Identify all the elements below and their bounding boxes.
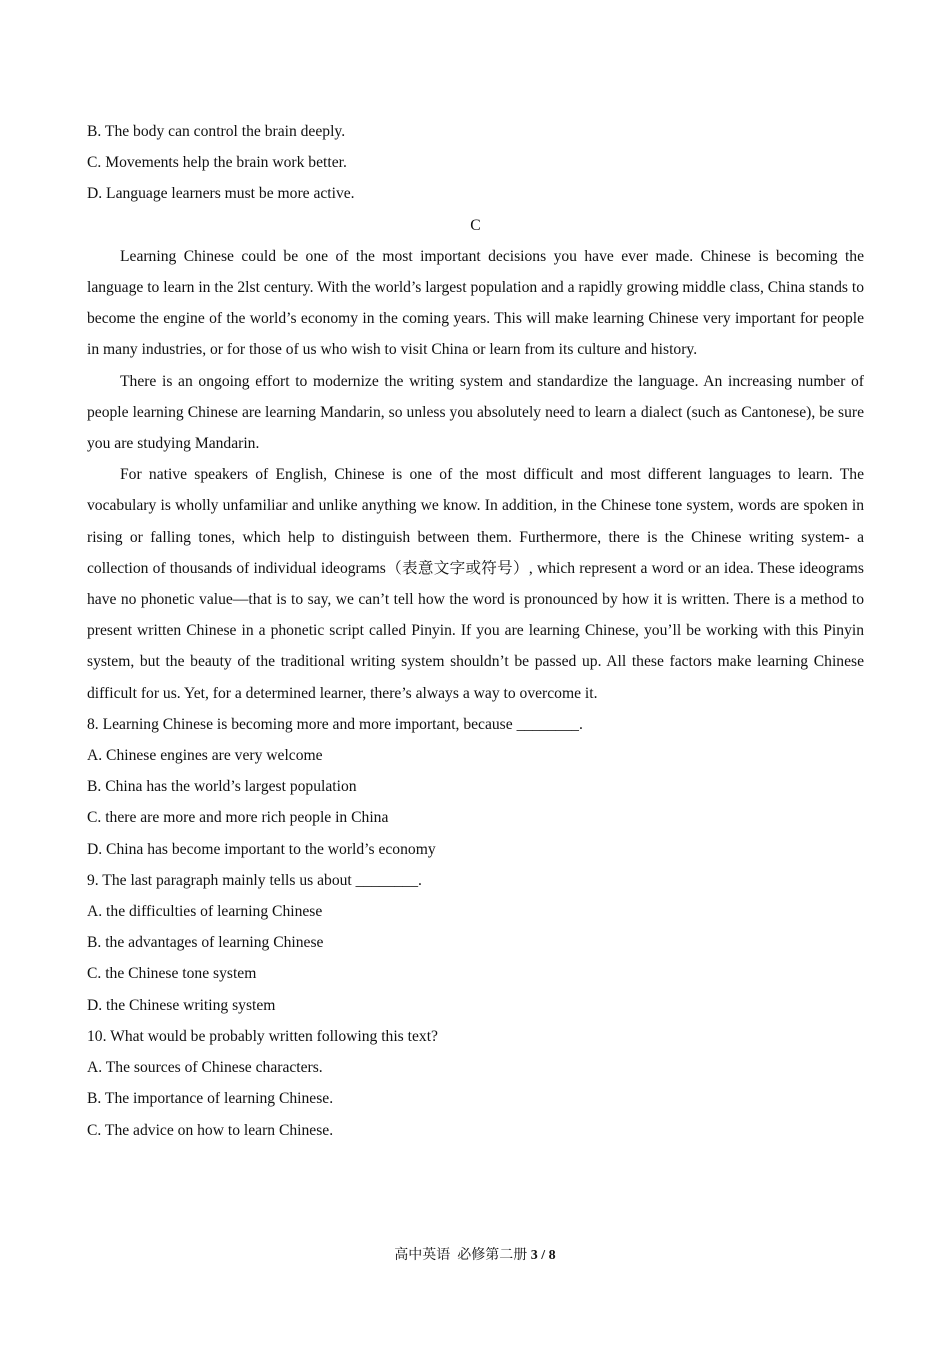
passage-paragraph-2: There is an ongoing effort to modernize the writing system and standardize the language. An increasing number of people learning Chinese are learning Mandarin, so unless you absolutely need to learn a dialect (such as Cantonese), be sure you are studying Mandarin. — [87, 372, 864, 453]
option-d-prev: D. Language learners must be more active. — [87, 185, 355, 203]
option-c-prev: C. Movements help the brain work better. — [87, 154, 347, 172]
document-body — [87, 116, 864, 1146]
question-10-option-c: C. The advice on how to learn Chinese. — [87, 1121, 334, 1139]
question-9-option-a: A. the difficulties of learning Chinese — [87, 903, 323, 921]
page-footer — [0, 1245, 950, 1267]
footer-title: 高中英语 必修第二册 — [394, 1248, 528, 1263]
question-8-option-d: D. China has become important to the world’s economy — [87, 840, 436, 858]
section-label: C — [470, 216, 481, 234]
passage-paragraph-3: For native speakers of English, Chinese is one of the most difficult and most different languages to learn. The vocabulary is wholly unfamiliar and unlike anything we know. In addition, in the Chinese tone system, words are spoken in rising or falling tones, which help to distinguish between them. Furthermore, there is the Chinese writing system- a collection of thousands of individual ideograms（表意文字或符号）, which represent a word or an idea. These ideograms have no phonetic value—that is to say, we can’t tell how the word is pronounced by how it is written. There is a method to present written Chinese in a phonetic script called Pinyin. If you are learning Chinese, you’ll be working with this Pinyin system, but the beauty of the traditional writing system shouldn’t be passed up. All these factors make learning Chinese difficult for us. Yet, for a determined learner, there’s always a way to overcome it. — [87, 466, 864, 702]
question-9-option-c: C. the Chinese tone system — [87, 965, 257, 983]
option-b-prev: B. The body can control the brain deeply. — [87, 123, 346, 140]
question-9-option-b: B. the advantages of learning Chinese — [87, 934, 324, 952]
footer-page-number: 3 / 8 — [530, 1248, 556, 1263]
question-9-option-d: D. the Chinese writing system — [87, 996, 276, 1014]
question-8-option-c: C. there are more and more rich people in China — [87, 809, 389, 827]
question-9-stem: 9. The last paragraph mainly tells us about ________. — [87, 871, 422, 889]
passage-paragraph-1: Learning Chinese could be one of the most important decisions you have ever made. Chinese is becoming the language to learn in the 2lst century. With the world’s largest population and a rapidly growing middle class, China stands to become the engine of the world’s economy in the coming years. This will make learning Chinese very important for people in many industries, or for those of us who wish to visit China or learn from its culture and history. — [87, 247, 864, 359]
question-8-stem: 8. Learning Chinese is becoming more and more important, because ________. — [87, 715, 583, 733]
question-10-stem: 10. What would be probably written following this text? — [87, 1027, 438, 1045]
question-8-option-a: A. Chinese engines are very welcome — [87, 747, 323, 765]
question-10-option-a: A. The sources of Chinese characters. — [87, 1059, 323, 1077]
question-8-option-b: B. China has the world’s largest population — [87, 778, 357, 796]
question-10-option-b: B. The importance of learning Chinese. — [87, 1090, 334, 1108]
